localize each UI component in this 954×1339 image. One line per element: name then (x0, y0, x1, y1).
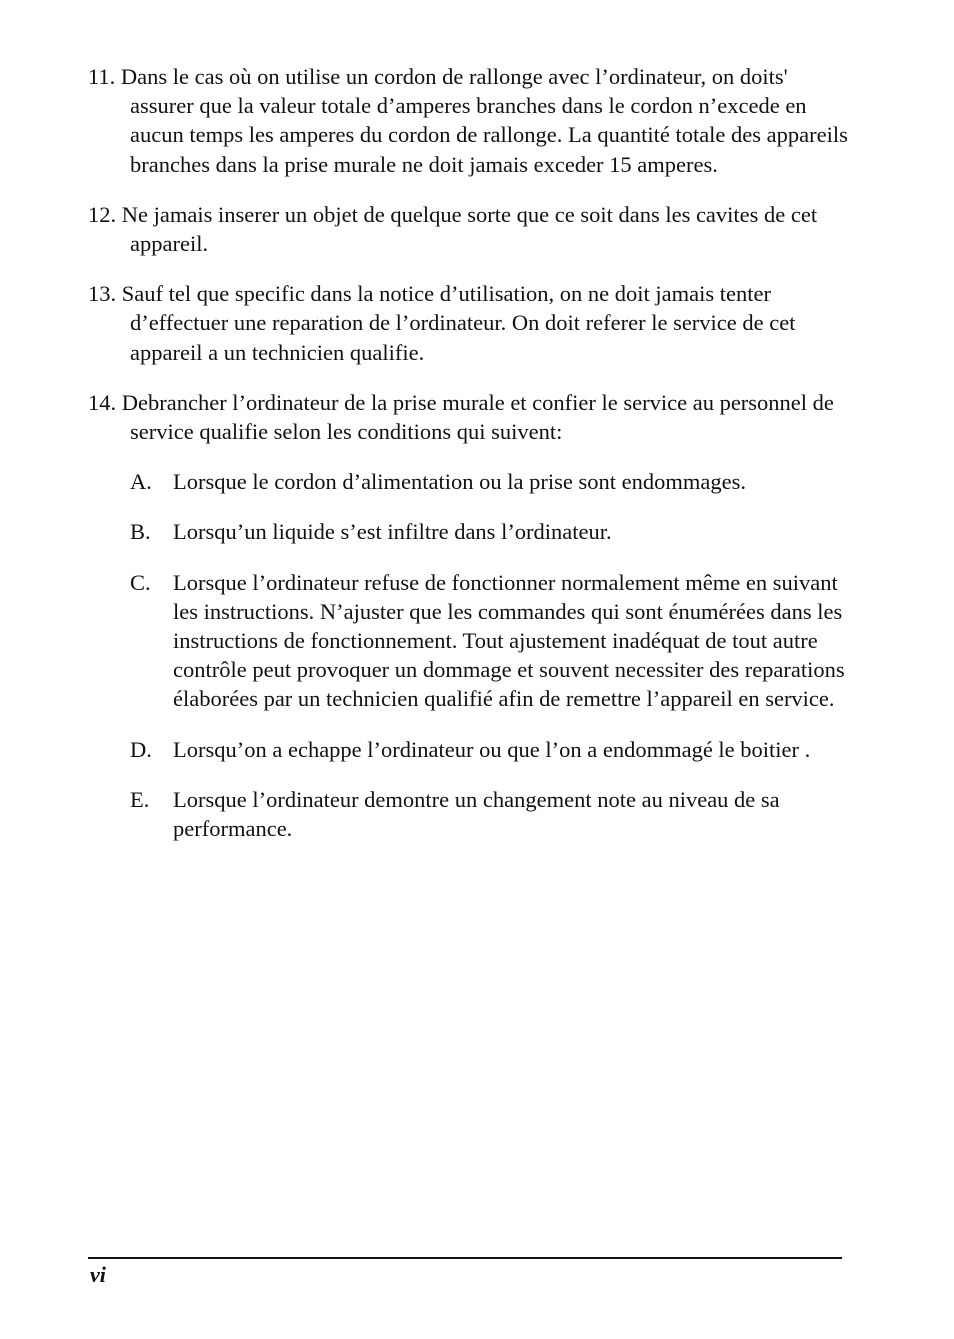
page-number: vi (90, 1262, 106, 1287)
item-number: 13. (88, 281, 117, 307)
condition-text: Lorsque le cordon d’alimentation ou la prise sont endommages. (173, 469, 746, 495)
instruction-item-11 (88, 62, 850, 179)
instruction-item-14 (88, 388, 850, 446)
condition-item-c (130, 568, 850, 714)
item-text: Sauf tel que specific dans la notice d’utilisation, on ne doit jamais tenter d’effectuer une reparation de l’ordinateur. On doit referer le service de cet appareil a un technicien qualifie. (121, 281, 796, 365)
condition-letter: A. (130, 469, 152, 495)
safety-instructions (88, 62, 850, 864)
item-number: 14. (88, 389, 117, 415)
item-number: 12. (88, 201, 117, 227)
condition-letter: E. (130, 786, 150, 812)
condition-item-d (130, 735, 850, 764)
item-text: Ne jamais inserer un objet de quelque sorte que ce soit dans les cavites de cet appareil. (121, 201, 818, 257)
condition-item-a (130, 467, 850, 496)
condition-text: Lorsque l’ordinateur demontre un changement note au niveau de sa performance. (173, 786, 780, 842)
condition-text: Lorsqu’un liquide s’est infiltre dans l’ordinateur. (173, 519, 612, 545)
instruction-item-13 (88, 279, 850, 367)
item-text: Debrancher l’ordinateur de la prise murale et confier le service au personnel de service qualifie selon les conditions qui suivent: (121, 389, 834, 445)
condition-letter: C. (130, 569, 151, 595)
footer-rule (88, 1257, 842, 1259)
item-text: Dans le cas où on utilise un cordon de rallonge avec l’ordinateur, on doits' assurer que la valeur totale d’amperes branches dans le cordon n’excede en aucun temps les amperes du cordon de rallonge. La quantité totale des appareils branches dans la prise murale ne doit jamais exceder 15 amperes. (120, 64, 848, 177)
condition-item-b (130, 517, 850, 546)
condition-item-e (130, 785, 850, 843)
condition-text: Lorsqu’on a echappe l’ordinateur ou que l’on a endommagé le boitier . (173, 736, 811, 762)
condition-letter: B. (130, 519, 151, 545)
condition-letter: D. (130, 736, 152, 762)
condition-text: Lorsque l’ordinateur refuse de fonctionner normalement même en suivant les instructions. N’ajuster que les commandes qui sont énumérées dans les instructions de fonctionnement. Tout ajustement inadéquat de tout autre contrôle peut provoquer un dommage et souvent necessiter des reparations élaborées par un technicien qualifié afin de remettre l’appareil en service. (173, 569, 845, 712)
instruction-item-12 (88, 200, 850, 258)
item-number: 11. (88, 64, 116, 89)
